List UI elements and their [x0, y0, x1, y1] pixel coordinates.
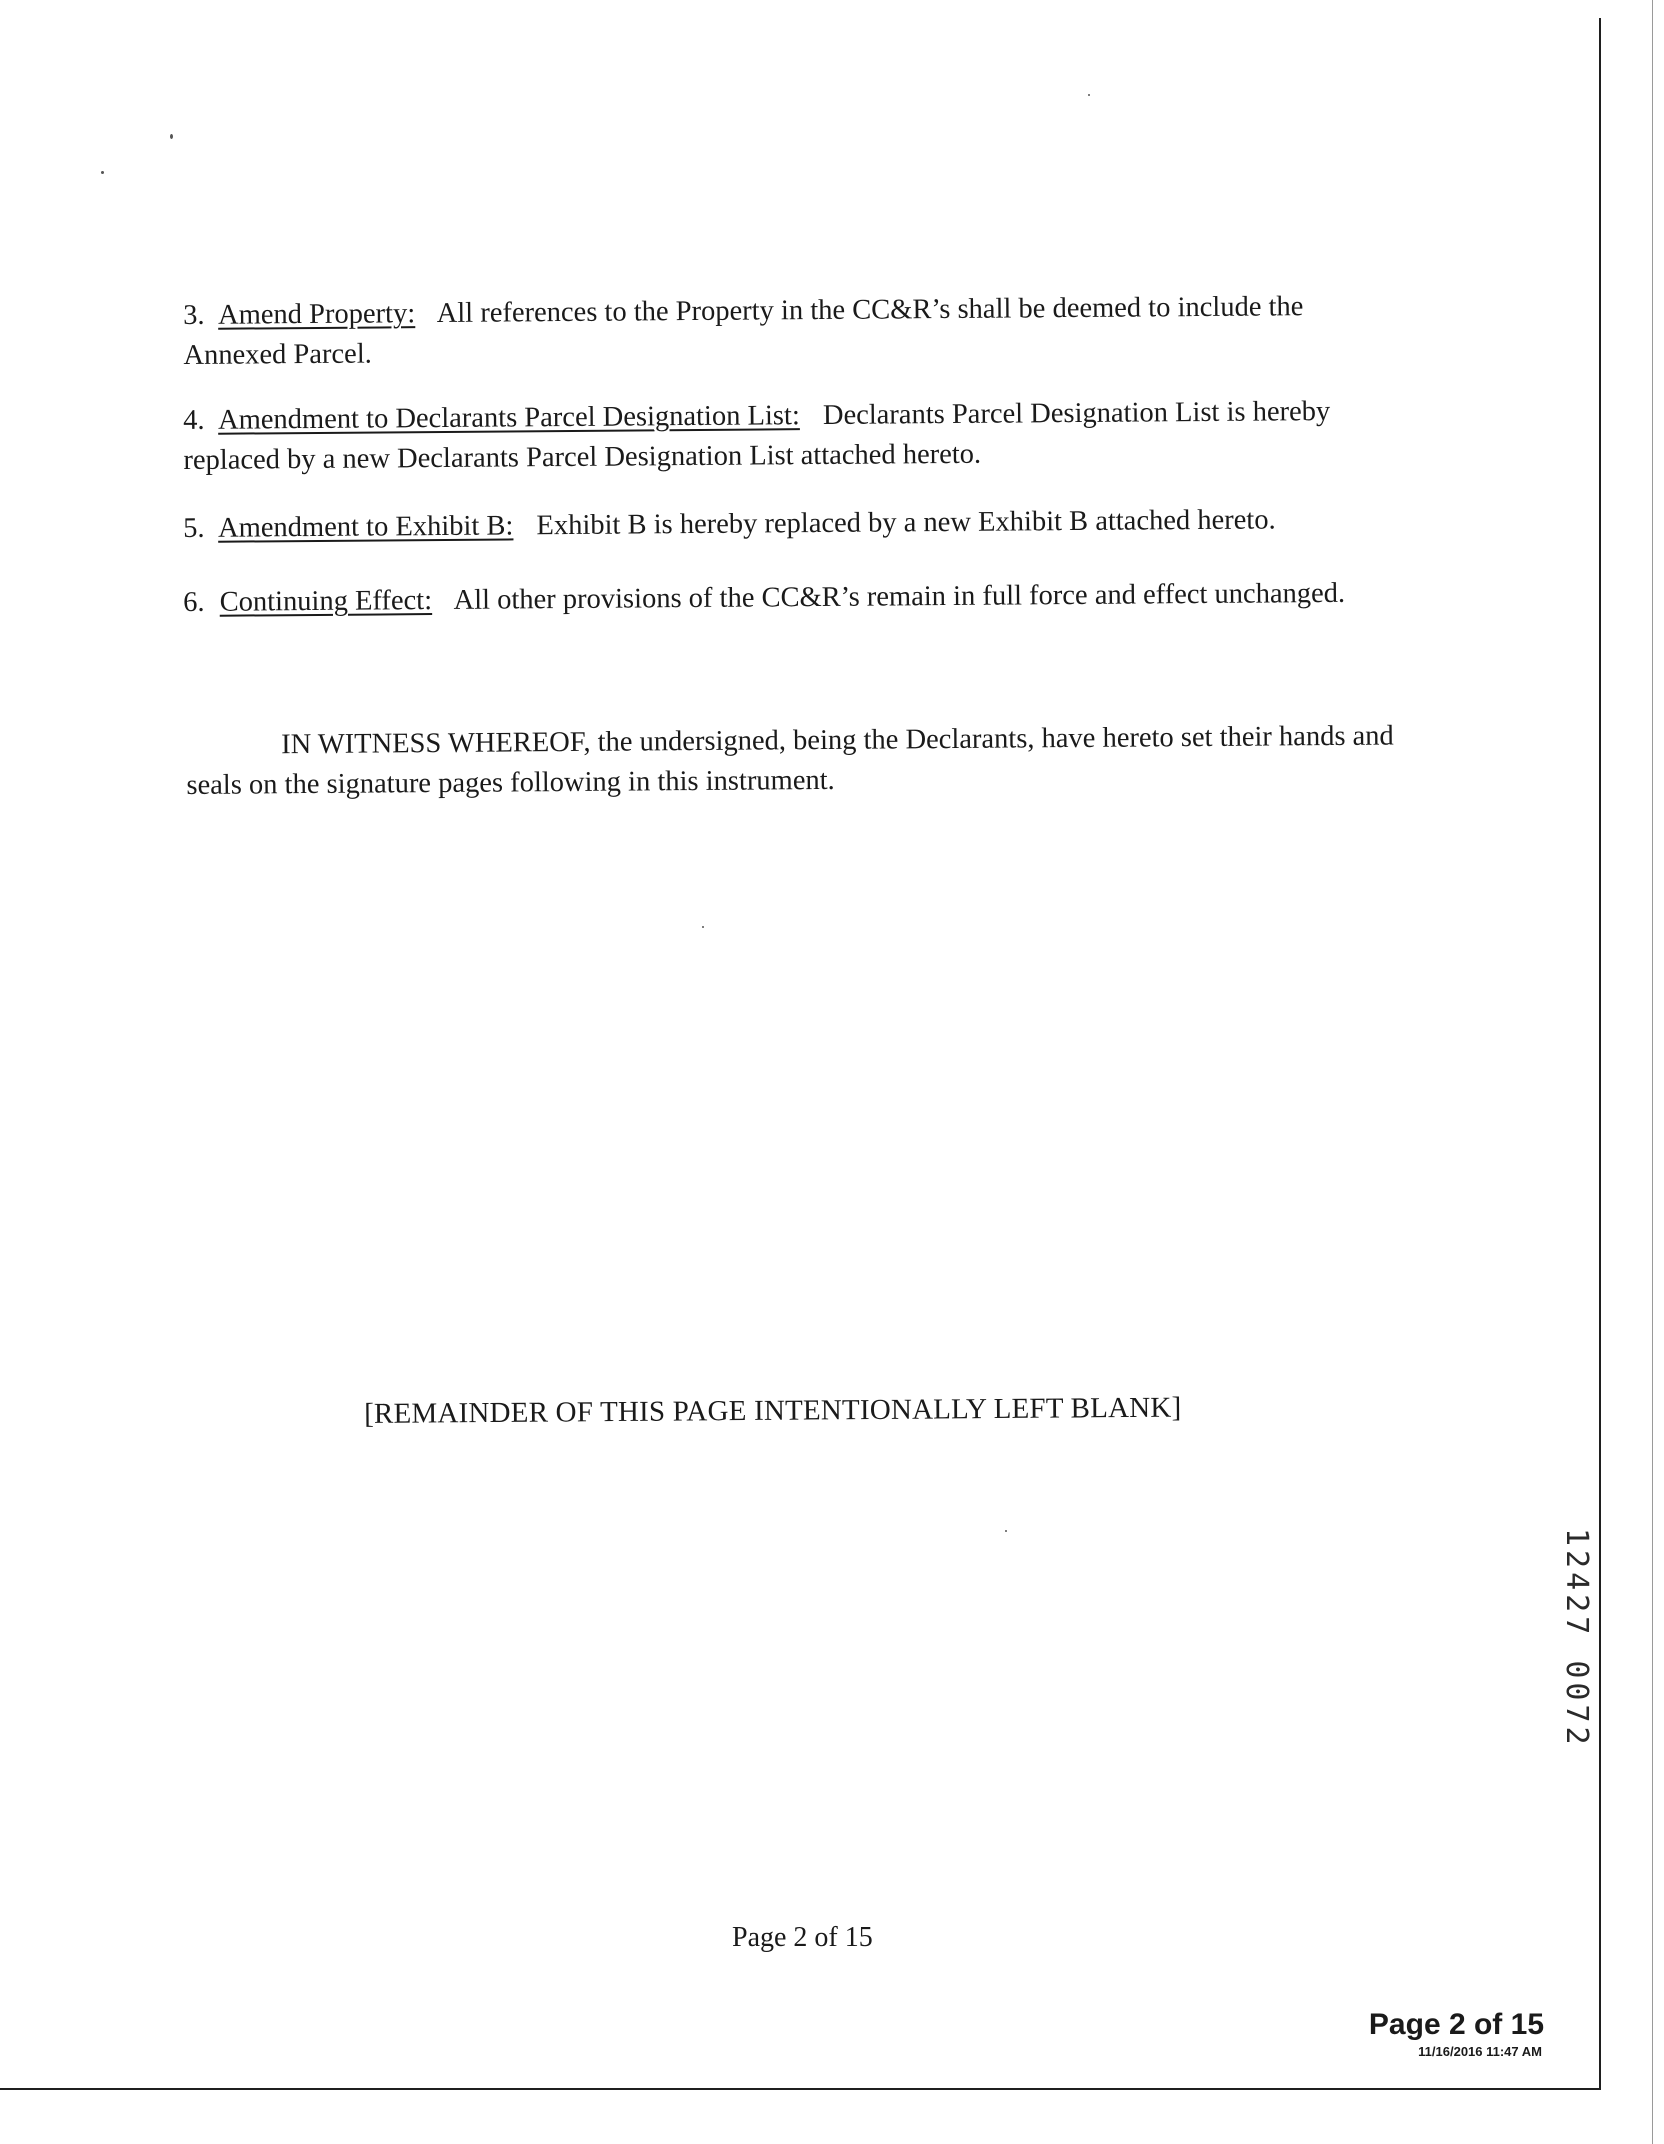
section-3 — [183, 286, 1404, 376]
section-heading: Amendment to Declarants Parcel Designation List: — [217, 400, 800, 436]
scan-speck — [101, 171, 104, 174]
recording-stamp-page: Page 2 of 15 — [1368, 2008, 1544, 2041]
page-number: Page 2 of 15 — [732, 1922, 873, 1953]
witness-clause: IN WITNESS WHEREOF, the undersigned, being the Declarants, have hereto set their hands and seals on the signature pages following in this instrument. — [186, 720, 1394, 801]
scan-edge-line — [1652, 0, 1653, 2144]
section-heading: Amendment to Exhibit B: — [217, 510, 514, 544]
page-border-bottom — [0, 2088, 1601, 2090]
section-6 — [183, 573, 1403, 623]
section-4 — [183, 391, 1404, 481]
section-heading: Amend Property: — [217, 298, 416, 331]
scan-speck — [702, 926, 704, 928]
section-text: Declarants Parcel Designation List is hereby replaced by a new Declarants Parcel Designation List attached hereto. — [183, 395, 1331, 476]
section-heading: Continuing Effect: — [219, 585, 433, 618]
margin-document-number — [1559, 1528, 1622, 1788]
section-5 — [183, 499, 1403, 549]
section-number: 3. — [183, 299, 205, 331]
section-number: 6. — [183, 586, 205, 618]
section-text: Exhibit B is hereby replaced by a new Exhibit B attached hereto. — [536, 504, 1276, 542]
section-text: All other provisions of the CC&R’s remain in full force and effect unchanged. — [453, 577, 1346, 616]
scan-speck — [1005, 1530, 1007, 1532]
recording-stamp-datetime: 11/16/2016 11:47 AM — [1418, 2044, 1542, 2059]
scan-speck — [1088, 94, 1090, 96]
blank-page-notice: [REMAINDER OF THIS PAGE INTENTIONALLY LEFT BLANK] — [364, 1391, 1182, 1430]
scan-speck — [170, 134, 173, 139]
section-number: 5. — [183, 512, 205, 544]
document-number-text: 12427 0072 — [1559, 1528, 1594, 1749]
section-number: 4. — [183, 404, 205, 436]
section-text: All references to the Property in the CC&R’s shall be deemed to include the Annexed Parcel. — [183, 291, 1304, 371]
